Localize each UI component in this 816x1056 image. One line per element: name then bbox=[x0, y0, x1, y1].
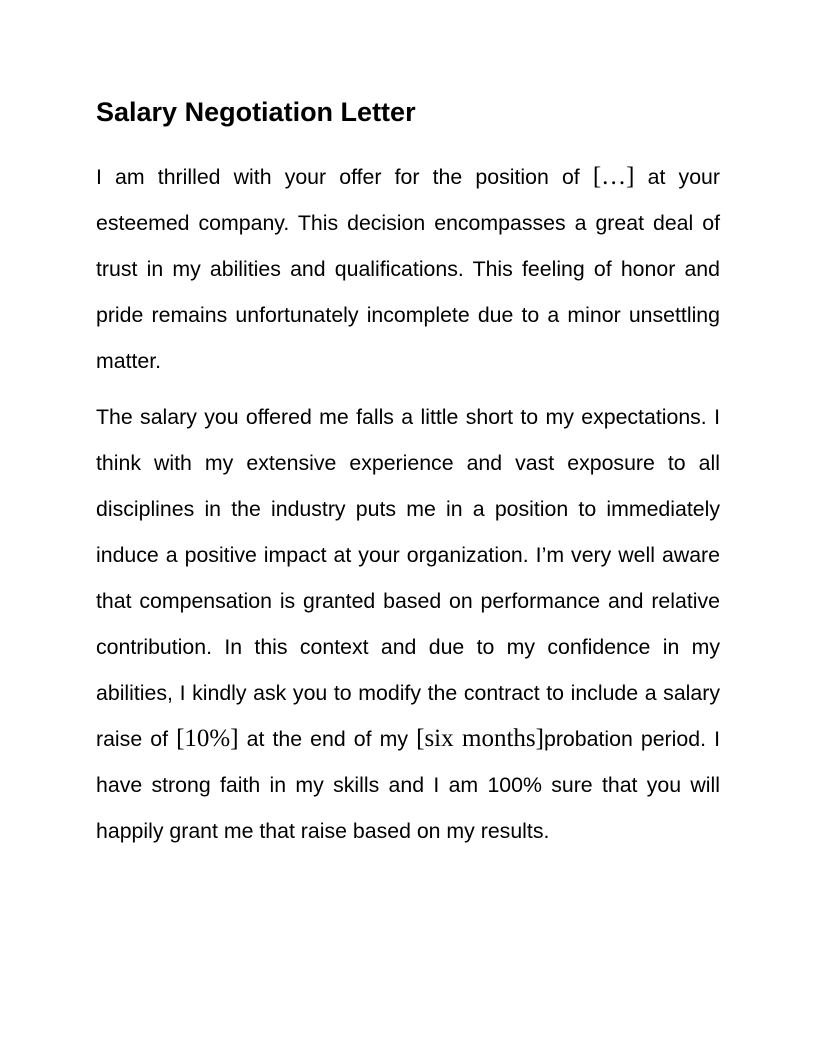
paragraph-salary-text-b: at the end of my bbox=[238, 727, 417, 751]
paragraph-offer-text-a: I am thrilled with your offer for the position of bbox=[96, 165, 593, 189]
paragraph-salary bbox=[96, 394, 720, 854]
paragraph-salary-text-a: The salary you offered me falls a little short to my expectations. I think with my extensive experience and vast exposure to all disciplines in the industry puts me in a position to immediately induce a positive impact at your organization. I’m very well aware that compensation is granted based on performance and relative contribution. In this context and due to my confidence in my abilities, I kindly ask you to modify the contract to include a salary raise of bbox=[96, 405, 720, 751]
raise-placeholder: [10%] bbox=[176, 725, 239, 752]
letter-page bbox=[96, 92, 720, 864]
paragraph-offer-text-b: at your esteemed company. This decision encompasses a great deal of trust in my abilities and qualifications. This feeling of honor and pride remains unfortunately incomplete due to a minor unsettling matter. bbox=[96, 165, 720, 373]
period-placeholder: [six months] bbox=[416, 725, 544, 752]
paragraph-offer bbox=[96, 154, 720, 384]
letter-title: Salary Negotiation Letter bbox=[96, 97, 416, 127]
paragraph-salary-text-c: probation period. I have strong faith in my skills and I am 100% sure that you will happily grant me that raise based on my results. bbox=[96, 727, 720, 843]
position-placeholder: […] bbox=[592, 163, 635, 190]
